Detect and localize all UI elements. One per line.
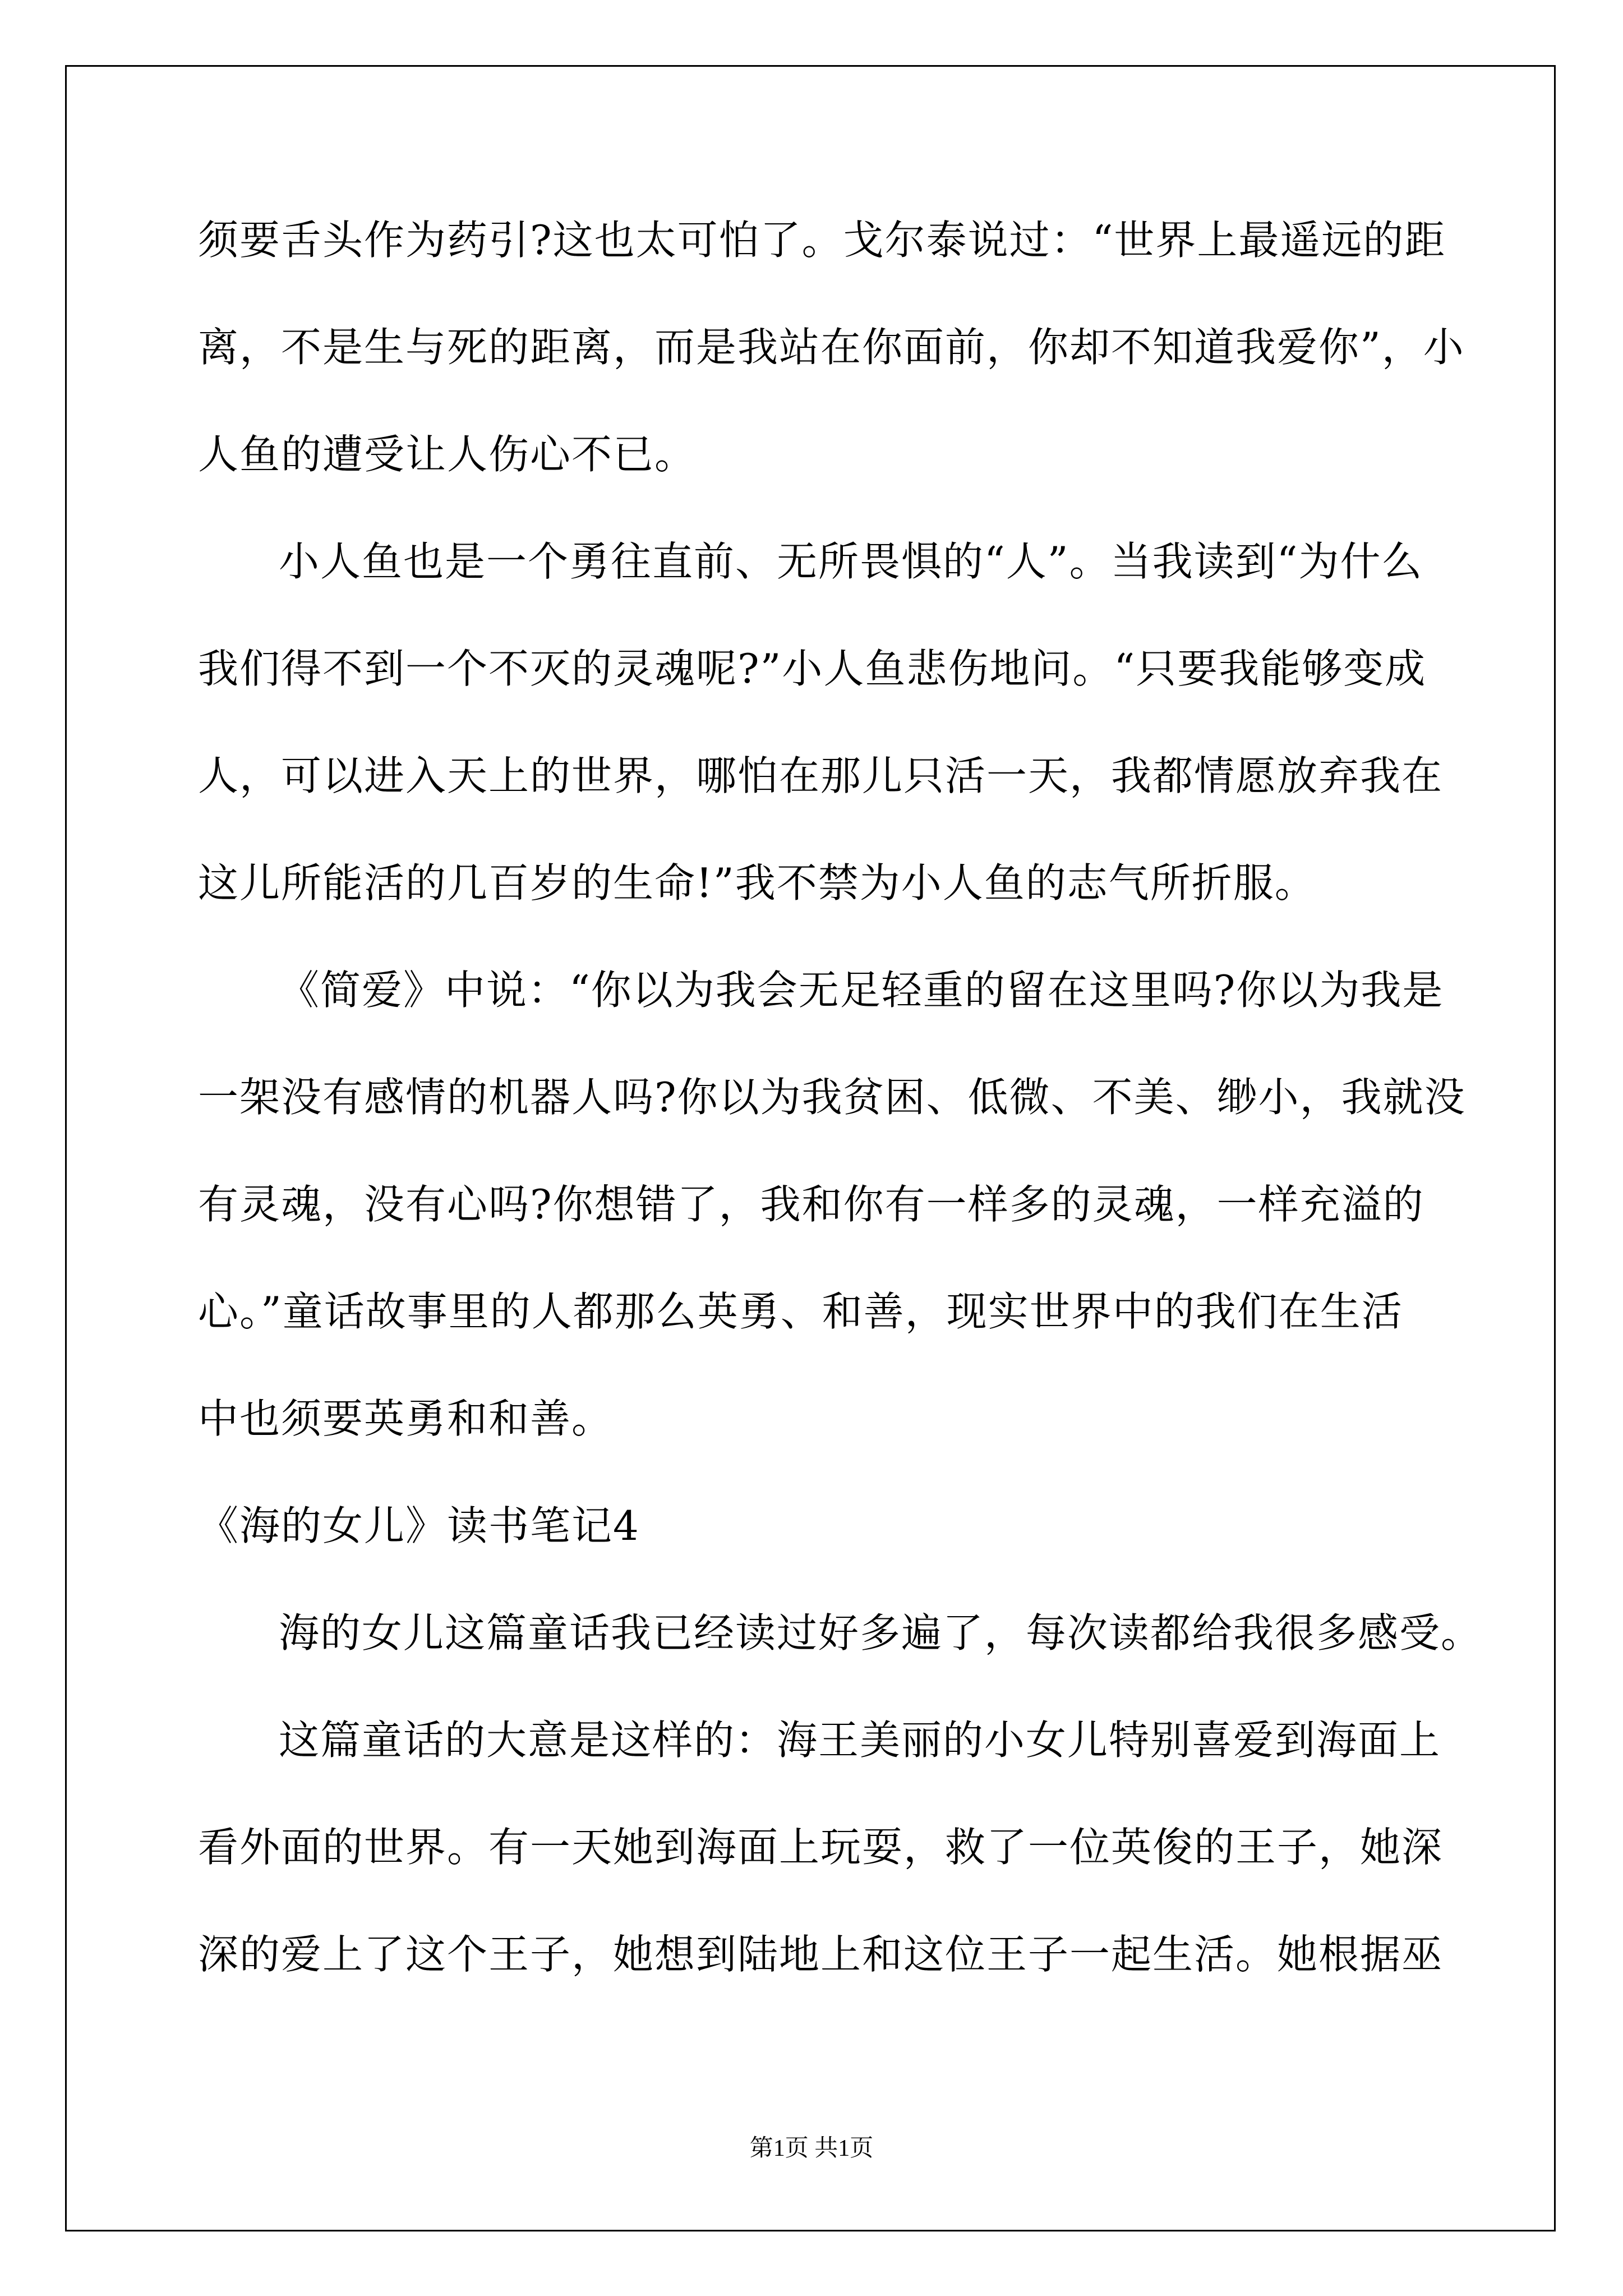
section-heading: 《海的女儿》读书笔记4	[198, 1502, 640, 1549]
document-body	[198, 213, 1483, 2035]
paragraph-line: 《简爱》中说：“你以为我会无足轻重的留在这里吗?你以为我是	[279, 967, 1444, 1014]
paragraph-line: 须要舌头作为药引?这也太可怕了。戈尔泰说过：“世界上最遥远的距	[198, 217, 1446, 264]
page-footer: 第1页 共1页	[749, 2136, 874, 2161]
paragraph-line: 心。”童话故事里的人都那么英勇、和善，现实世界中的我们在生活	[198, 1288, 1403, 1335]
paragraph-line: 这篇童话的大意是这样的：海王美丽的小女儿特别喜爱到海面上	[279, 1717, 1441, 1764]
paragraph-line: 中也须要英勇和和善。	[198, 1395, 614, 1442]
paragraph-line: 我们得不到一个不灭的灵魂呢?”小人鱼悲伤地问。“只要我能够变成	[198, 645, 1427, 692]
paragraph-line: 一架没有感情的机器人吗?你以为我贫困、低微、不美、缈小，我就没	[198, 1074, 1466, 1121]
paragraph-line: 深的爱上了这个王子，她想到陆地上和这位王子一起生活。她根据巫	[198, 1931, 1444, 1978]
paragraph-line: 这儿所能活的几百岁的生命!”我不禁为小人鱼的志气所折服。	[198, 859, 1316, 907]
paragraph-line: 离，不是生与死的距离，而是我站在你面前，你却不知道我爱你”，小	[198, 324, 1465, 371]
paragraph-line: 有灵魂，没有心吗?你想错了，我和你有一样多的灵魂，一样充溢的	[198, 1181, 1424, 1228]
paragraph-line: 海的女儿这篇童话我已经读过好多遍了，每次读都给我很多感受。	[279, 1609, 1483, 1657]
paragraph-line: 人，可以进入天上的世界，哪怕在那儿只活一天，我都情愿放弃我在	[198, 752, 1444, 799]
paragraph-line: 小人鱼也是一个勇往直前、无所畏惧的“人”。当我读到“为什么	[279, 538, 1423, 585]
paragraph-line: 人鱼的遭受让人伤心不已。	[198, 431, 697, 478]
paragraph-line: 看外面的世界。有一天她到海面上玩耍，救了一位英俊的王子，她深	[198, 1824, 1444, 1871]
